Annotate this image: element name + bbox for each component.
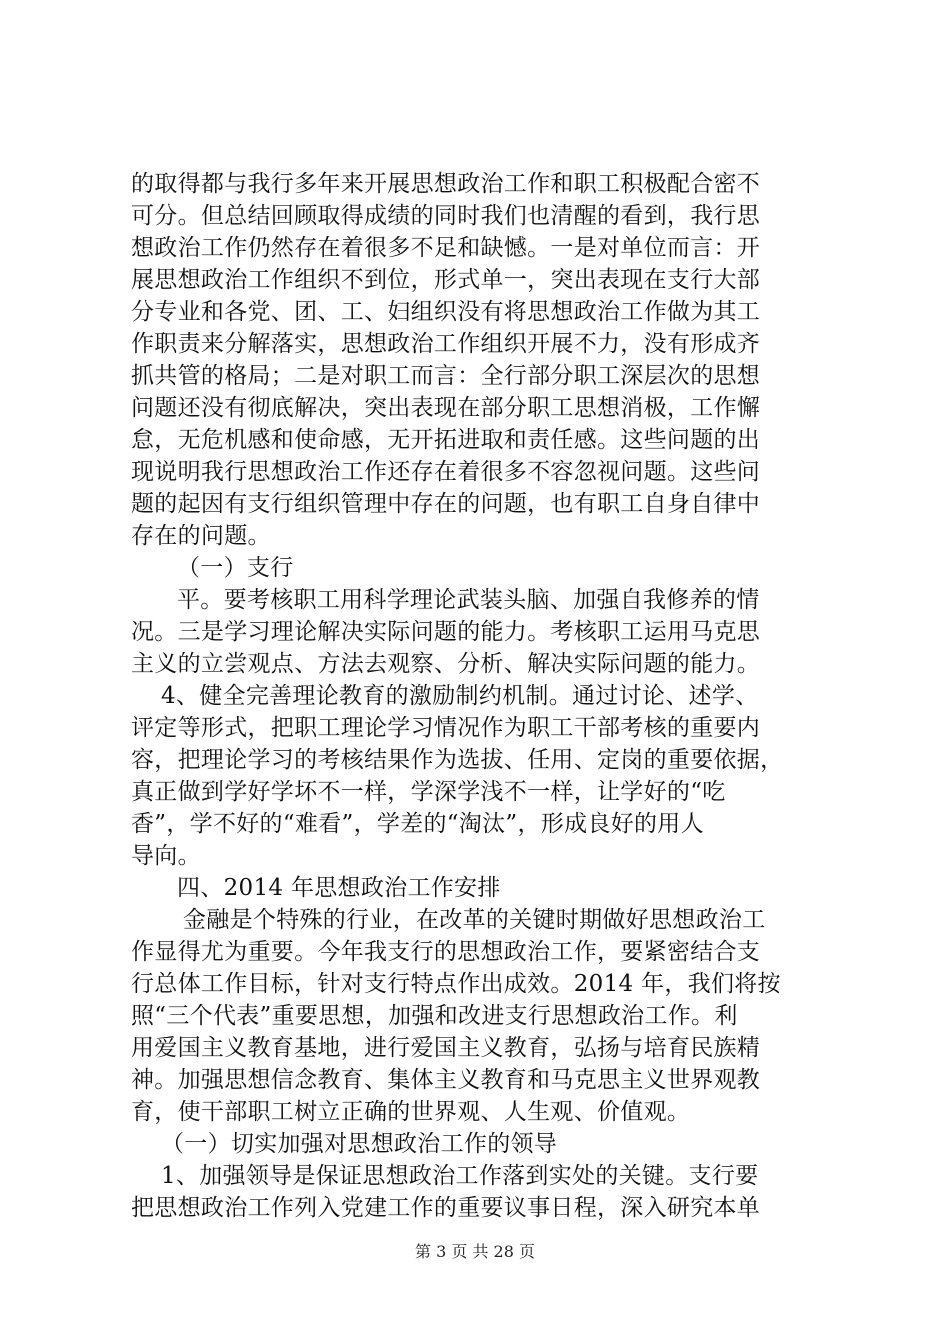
text-line: 展思想政治工作组织不到位，形式单一，突出表现在支行大部 <box>131 267 761 293</box>
text-line: 抓共管的格局；二是对职工而言：全行部分职工深层次的思想 <box>131 363 761 389</box>
text-line: 分专业和各党、团、工、妇组织没有将思想政治工作做为其工 <box>131 299 761 325</box>
text-line: 的取得都与我行多年来开展思想政治工作和职工积极配合密不 <box>131 171 761 197</box>
text-line: 平。要考核职工用科学理论武装头脑、加强自我修养的情 <box>177 587 760 613</box>
text-line: 金融是个特殊的行业，在改革的关键时期做好思想政治工 <box>183 907 766 933</box>
text-line: 评定等形式，把职工理论学习情况作为职工干部考核的重要内 <box>131 715 761 741</box>
section-heading: （一）切实加强对思想政治工作的领导 <box>161 1131 558 1157</box>
text-line: 导向。 <box>131 843 201 869</box>
text-line: 作职责来分解落实，思想政治工作组织开展不力，没有形成齐 <box>131 331 761 357</box>
section-heading: （一）支行 <box>177 555 294 581</box>
text-line: 神。加强思想信念教育、集体主义教育和马克思主义世界观教 <box>131 1067 761 1093</box>
text-line: 况。三是学习理论解决实际问题的能力。考核职工运用马克思 <box>131 619 761 645</box>
text-line: 想政治工作仍然存在着很多不足和缺憾。一是对单位而言：开 <box>131 235 761 261</box>
text-line: 把思想政治工作列入党建工作的重要议事日程，深入研究本单 <box>131 1195 761 1221</box>
text-line: 4、健全完善理论教育的激励制约机制。通过讨论、述学、 <box>161 683 759 709</box>
text-line: 香”，学不好的“难看”，学差的“淘汰”，形成良好的用人 <box>131 811 704 837</box>
text-line: 可分。但总结回顾取得成绩的同时我们也清醒的看到，我行思 <box>131 203 761 229</box>
text-line: 育，使干部职工树立正确的世界观、人生观、价值观。 <box>131 1099 691 1125</box>
text-line: 现说明我行思想政治工作还存在着很多不容忽视问题。这些问 <box>131 459 761 485</box>
text-line: 问题还没有彻底解决，突出表现在部分职工思想消极，工作懈 <box>131 395 761 421</box>
section-heading: 四、2014 年思想政治工作安排 <box>177 875 501 901</box>
text-line: 主义的立尝观点、方法去观察、分析、解决实际问题的能力。 <box>131 651 761 677</box>
text-line: 行总体工作目标，针对支行特点作出成效。2014 年，我们将按 <box>131 971 781 997</box>
text-line: 用爱国主义教育基地，进行爱国主义教育，弘扬与培育民族精 <box>131 1035 761 1061</box>
text-line: 照“三个代表”重要思想，加强和改进支行思想政治工作。利 <box>131 1003 738 1029</box>
text-line: 1、加强领导是保证思想政治工作落到实处的关键。支行要 <box>161 1163 759 1189</box>
text-line: 存在的问题。 <box>131 523 271 549</box>
text-line: 作显得尤为重要。今年我支行的思想政治工作，要紧密结合支 <box>131 939 761 965</box>
document-body <box>131 168 831 1224</box>
text-line: 真正做到学好学坏不一样，学深学浅不一样，让学好的“吃 <box>131 779 726 805</box>
text-line: 怠，无危机感和使命感，无开拓进取和责任感。这些问题的出 <box>131 427 761 453</box>
text-line: 容，把理论学习的考核结果作为选拔、任用、定岗的重要依据， <box>131 747 784 773</box>
text-line: 题的起因有支行组织管理中存在的问题，也有职工自身自律中 <box>131 491 761 517</box>
page-footer: 第 3 页 共 28 页 <box>415 1242 535 1261</box>
